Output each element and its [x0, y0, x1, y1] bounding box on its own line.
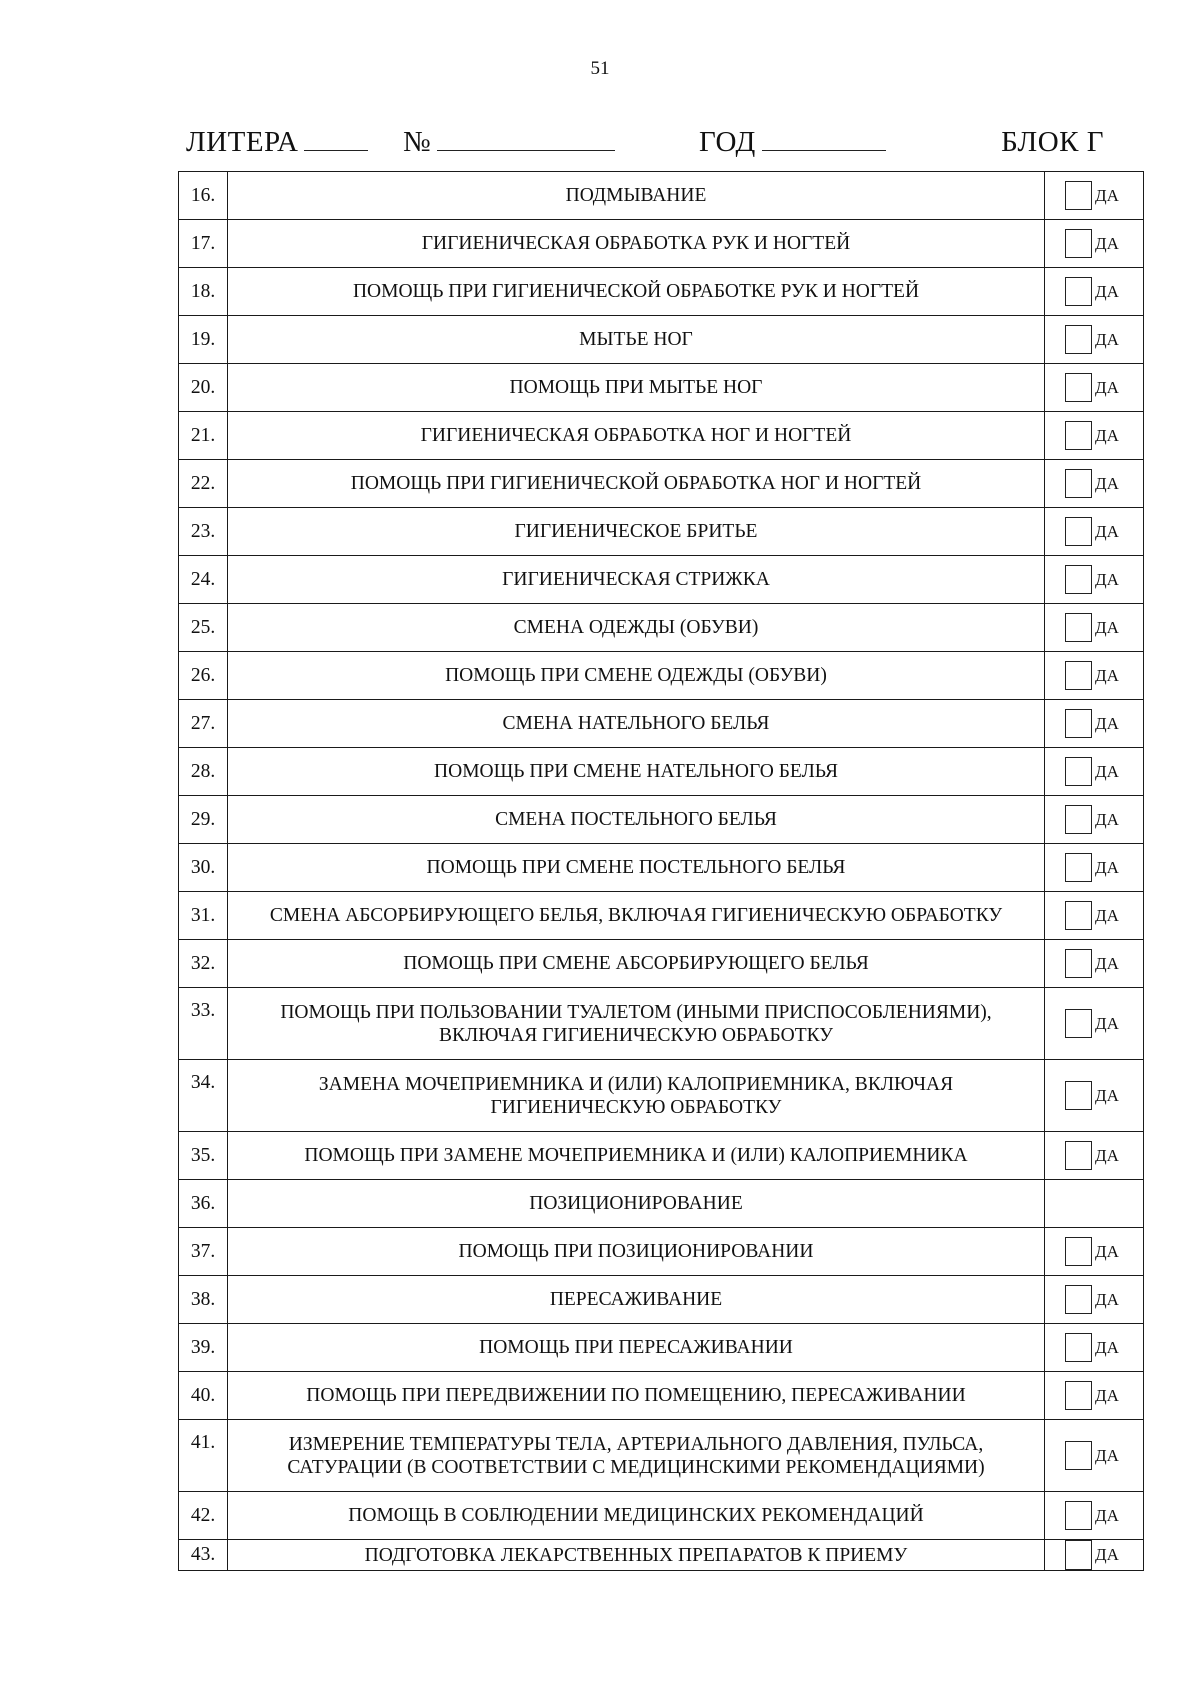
- yes-option: [1045, 229, 1143, 258]
- row-answer-cell: [1045, 268, 1144, 316]
- row-answer-cell: [1045, 1372, 1144, 1420]
- row-number: 42.: [179, 1492, 228, 1540]
- yes-option: [1045, 1381, 1143, 1410]
- yes-label: ДА: [1095, 329, 1119, 349]
- yes-option: [1045, 901, 1143, 930]
- table-row: [179, 1132, 1144, 1180]
- yes-label: ДА: [1095, 1445, 1119, 1465]
- table-row: [179, 1492, 1144, 1540]
- row-number: 22.: [179, 460, 228, 508]
- yes-label: ДА: [1095, 233, 1119, 253]
- table-row: [179, 508, 1144, 556]
- table-row: [179, 1420, 1144, 1492]
- yes-option: [1045, 613, 1143, 642]
- yes-option: [1045, 1081, 1143, 1110]
- yes-label: ДА: [1095, 665, 1119, 685]
- row-number: 39.: [179, 1324, 228, 1372]
- yes-checkbox[interactable]: [1065, 901, 1092, 930]
- yes-option: [1045, 1333, 1143, 1362]
- table-row: [179, 556, 1144, 604]
- yes-checkbox[interactable]: [1065, 661, 1092, 690]
- table-row: [179, 172, 1144, 220]
- yes-label: ДА: [1095, 569, 1119, 589]
- row-description: ГИГИЕНИЧЕСКАЯ СТРИЖКА: [228, 556, 1045, 604]
- yes-checkbox[interactable]: [1065, 1009, 1092, 1038]
- yes-option: [1045, 1237, 1143, 1266]
- yes-checkbox[interactable]: [1065, 325, 1092, 354]
- row-answer-cell: [1045, 364, 1144, 412]
- row-number: 29.: [179, 796, 228, 844]
- table-row: [179, 748, 1144, 796]
- row-description: ПОМОЩЬ ПРИ ПЕРЕДВИЖЕНИИ ПО ПОМЕЩЕНИЮ, ПЕРЕСАЖИВАНИИ: [228, 1372, 1045, 1420]
- yes-option: [1045, 1141, 1143, 1170]
- yes-checkbox[interactable]: [1065, 565, 1092, 594]
- yes-checkbox[interactable]: [1065, 181, 1092, 210]
- number-field: [403, 126, 615, 159]
- row-answer-cell: [1045, 988, 1144, 1060]
- row-description: ГИГИЕНИЧЕСКАЯ ОБРАБОТКА НОГ И НОГТЕЙ: [228, 412, 1045, 460]
- row-answer-cell: [1045, 1228, 1144, 1276]
- row-number: 24.: [179, 556, 228, 604]
- row-answer-cell: [1045, 748, 1144, 796]
- yes-option: [1045, 709, 1143, 738]
- row-answer-cell: [1045, 1060, 1144, 1132]
- table-row: [179, 796, 1144, 844]
- row-answer-cell: [1045, 700, 1144, 748]
- yes-option: [1045, 1009, 1143, 1038]
- form-table-body: [179, 172, 1144, 1571]
- yes-checkbox[interactable]: [1065, 709, 1092, 738]
- row-number: 25.: [179, 604, 228, 652]
- row-number: 20.: [179, 364, 228, 412]
- yes-checkbox[interactable]: [1065, 757, 1092, 786]
- row-description: ПОДГОТОВКА ЛЕКАРСТВЕННЫХ ПРЕПАРАТОВ К ПРИЕМУ: [228, 1540, 1045, 1571]
- yes-checkbox[interactable]: [1065, 1285, 1092, 1314]
- table-row: [179, 1228, 1144, 1276]
- yes-label: ДА: [1095, 1385, 1119, 1405]
- yes-label: ДА: [1095, 713, 1119, 733]
- yes-checkbox[interactable]: [1065, 517, 1092, 546]
- row-answer-cell: [1045, 412, 1144, 460]
- yes-option: [1045, 1501, 1143, 1530]
- yes-label: ДА: [1095, 281, 1119, 301]
- yes-checkbox[interactable]: [1065, 1141, 1092, 1170]
- table-row: [179, 604, 1144, 652]
- row-description: ПОМОЩЬ ПРИ ПЕРЕСАЖИВАНИИ: [228, 1324, 1045, 1372]
- table-row: [179, 268, 1144, 316]
- row-answer-cell: [1045, 1324, 1144, 1372]
- yes-label: ДА: [1095, 185, 1119, 205]
- table-row: [179, 1324, 1144, 1372]
- row-description: ЗАМЕНА МОЧЕПРИЕМНИКА И (ИЛИ) КАЛОПРИЕМНИКА, ВКЛЮЧАЯ ГИГИЕНИЧЕСКУЮ ОБРАБОТКУ: [228, 1060, 1045, 1132]
- yes-checkbox[interactable]: [1065, 613, 1092, 642]
- row-answer-cell: [1045, 1276, 1144, 1324]
- yes-option: [1045, 1540, 1143, 1570]
- table-row: [179, 364, 1144, 412]
- yes-checkbox[interactable]: [1065, 805, 1092, 834]
- row-description: ГИГИЕНИЧЕСКАЯ ОБРАБОТКА РУК И НОГТЕЙ: [228, 220, 1045, 268]
- row-answer-cell: [1045, 1420, 1144, 1492]
- yes-option: [1045, 805, 1143, 834]
- row-answer-cell: [1045, 604, 1144, 652]
- row-answer-cell: [1045, 652, 1144, 700]
- yes-label: ДА: [1095, 857, 1119, 877]
- row-answer-cell: [1045, 172, 1144, 220]
- row-number: 31.: [179, 892, 228, 940]
- yes-checkbox[interactable]: [1065, 1237, 1092, 1266]
- block-label: БЛОК Г: [1001, 126, 1104, 158]
- row-description: ПОМОЩЬ ПРИ ПОЛЬЗОВАНИИ ТУАЛЕТОМ (ИНЫМИ ПРИСПОСОБЛЕНИЯМИ), ВКЛЮЧАЯ ГИГИЕНИЧЕСКУЮ ОБРАБОТКУ: [228, 988, 1045, 1060]
- row-description: ПОМОЩЬ ПРИ СМЕНЕ АБСОРБИРУЮЩЕГО БЕЛЬЯ: [228, 940, 1045, 988]
- row-number: 26.: [179, 652, 228, 700]
- yes-label: ДА: [1095, 809, 1119, 829]
- row-description: ПОМОЩЬ ПРИ ГИГИЕНИЧЕСКОЙ ОБРАБОТКЕ РУК И НОГТЕЙ: [228, 268, 1045, 316]
- yes-label: ДА: [1095, 1241, 1119, 1261]
- table-row: [179, 460, 1144, 508]
- row-answer-cell: [1045, 316, 1144, 364]
- yes-checkbox[interactable]: [1065, 1441, 1092, 1470]
- row-description: ПОМОЩЬ ПРИ СМЕНЕ ПОСТЕЛЬНОГО БЕЛЬЯ: [228, 844, 1045, 892]
- row-description: СМЕНА АБСОРБИРУЮЩЕГО БЕЛЬЯ, ВКЛЮЧАЯ ГИГИЕНИЧЕСКУЮ ОБРАБОТКУ: [228, 892, 1045, 940]
- row-number: 27.: [179, 700, 228, 748]
- row-answer-cell: [1045, 796, 1144, 844]
- table-row: [179, 652, 1144, 700]
- yes-label: ДА: [1095, 1545, 1119, 1564]
- yes-checkbox[interactable]: [1065, 1081, 1092, 1110]
- yes-label: ДА: [1095, 1013, 1119, 1033]
- table-row: [179, 700, 1144, 748]
- yes-label: ДА: [1095, 1085, 1119, 1105]
- row-answer-cell: [1045, 556, 1144, 604]
- row-description: ПОМОЩЬ ПРИ ПОЗИЦИОНИРОВАНИИ: [228, 1228, 1045, 1276]
- row-description: ПОМОЩЬ ПРИ ЗАМЕНЕ МОЧЕПРИЕМНИКА И (ИЛИ) КАЛОПРИЕМНИКА: [228, 1132, 1045, 1180]
- yes-label: ДА: [1095, 425, 1119, 445]
- yes-checkbox[interactable]: [1065, 373, 1092, 402]
- table-row: [179, 1372, 1144, 1420]
- year-blank-line[interactable]: [762, 149, 886, 151]
- yes-label: ДА: [1095, 521, 1119, 541]
- row-description: ПОДМЫВАНИЕ: [228, 172, 1045, 220]
- row-description: ПОМОЩЬ ПРИ МЫТЬЕ НОГ: [228, 364, 1045, 412]
- row-description: ПОМОЩЬ ПРИ СМЕНЕ ОДЕЖДЫ (ОБУВИ): [228, 652, 1045, 700]
- row-number: 38.: [179, 1276, 228, 1324]
- row-number: 35.: [179, 1132, 228, 1180]
- yes-checkbox[interactable]: [1065, 853, 1092, 882]
- yes-option: [1045, 421, 1143, 450]
- yes-label: ДА: [1095, 761, 1119, 781]
- row-number: 36.: [179, 1180, 228, 1228]
- row-number: 28.: [179, 748, 228, 796]
- row-answer-cell: [1045, 220, 1144, 268]
- table-row: [179, 220, 1144, 268]
- yes-checkbox[interactable]: [1065, 1540, 1092, 1570]
- yes-option: [1045, 661, 1143, 690]
- table-row: [179, 412, 1144, 460]
- yes-option: [1045, 1285, 1143, 1314]
- yes-checkbox[interactable]: [1065, 1501, 1092, 1530]
- litera-field: [186, 126, 368, 159]
- litera-blank-line[interactable]: [304, 149, 368, 151]
- yes-label: ДА: [1095, 1145, 1119, 1165]
- row-answer-cell: [1045, 1132, 1144, 1180]
- yes-label: ДА: [1095, 473, 1119, 493]
- yes-checkbox[interactable]: [1065, 1333, 1092, 1362]
- yes-option: [1045, 277, 1143, 306]
- yes-option: [1045, 469, 1143, 498]
- row-number: 17.: [179, 220, 228, 268]
- row-number: 23.: [179, 508, 228, 556]
- yes-option: [1045, 373, 1143, 402]
- yes-option: [1045, 949, 1143, 978]
- row-description: ПОМОЩЬ ПРИ СМЕНЕ НАТЕЛЬНОГО БЕЛЬЯ: [228, 748, 1045, 796]
- row-number: 43.: [179, 1540, 228, 1571]
- yes-label: ДА: [1095, 1505, 1119, 1525]
- row-answer-cell: [1045, 508, 1144, 556]
- row-number: 33.: [179, 988, 228, 1060]
- row-description: МЫТЬЕ НОГ: [228, 316, 1045, 364]
- yes-checkbox[interactable]: [1065, 229, 1092, 258]
- row-description: СМЕНА ОДЕЖДЫ (ОБУВИ): [228, 604, 1045, 652]
- number-blank-line[interactable]: [437, 149, 615, 151]
- row-number: 40.: [179, 1372, 228, 1420]
- form-header: [186, 126, 1104, 160]
- row-answer-cell: [1045, 1540, 1144, 1571]
- yes-label: ДА: [1095, 1289, 1119, 1309]
- yes-label: ДА: [1095, 905, 1119, 925]
- yes-label: ДА: [1095, 617, 1119, 637]
- yes-checkbox[interactable]: [1065, 469, 1092, 498]
- litera-label: ЛИТЕРА: [186, 126, 299, 158]
- yes-label: ДА: [1095, 953, 1119, 973]
- year-label: ГОД: [699, 126, 756, 158]
- row-answer-cell: [1045, 844, 1144, 892]
- form-table: [178, 171, 1144, 1571]
- yes-option: [1045, 565, 1143, 594]
- yes-label: ДА: [1095, 377, 1119, 397]
- page-number: 51: [590, 58, 610, 79]
- row-description: СМЕНА НАТЕЛЬНОГО БЕЛЬЯ: [228, 700, 1045, 748]
- row-number: 37.: [179, 1228, 228, 1276]
- yes-option: [1045, 325, 1143, 354]
- yes-label: ДА: [1095, 1337, 1119, 1357]
- yes-checkbox[interactable]: [1065, 949, 1092, 978]
- row-description: СМЕНА ПОСТЕЛЬНОГО БЕЛЬЯ: [228, 796, 1045, 844]
- row-description: ПОМОЩЬ В СОБЛЮДЕНИИ МЕДИЦИНСКИХ РЕКОМЕНДАЦИЙ: [228, 1492, 1045, 1540]
- row-description: ИЗМЕРЕНИЕ ТЕМПЕРАТУРЫ ТЕЛА, АРТЕРИАЛЬНОГО ДАВЛЕНИЯ, ПУЛЬСА, САТУРАЦИИ (В СООТВЕТСТВИИ С МЕДИЦИНСКИМИ РЕКОМЕНДАЦИЯМИ): [228, 1420, 1045, 1492]
- row-description: ГИГИЕНИЧЕСКОЕ БРИТЬЕ: [228, 508, 1045, 556]
- row-answer-cell: [1045, 460, 1144, 508]
- row-answer-cell: [1045, 940, 1144, 988]
- yes-checkbox[interactable]: [1065, 277, 1092, 306]
- table-row: [179, 940, 1144, 988]
- row-answer-cell: [1045, 1492, 1144, 1540]
- row-number: 16.: [179, 172, 228, 220]
- table-row: [179, 1276, 1144, 1324]
- row-number: 19.: [179, 316, 228, 364]
- yes-checkbox[interactable]: [1065, 421, 1092, 450]
- yes-option: [1045, 1441, 1143, 1470]
- table-row: [179, 1540, 1144, 1571]
- yes-option: [1045, 853, 1143, 882]
- row-number: 32.: [179, 940, 228, 988]
- row-answer-cell: [1045, 892, 1144, 940]
- number-label: №: [403, 126, 432, 158]
- row-number: 18.: [179, 268, 228, 316]
- year-field: [699, 126, 886, 159]
- row-number: 30.: [179, 844, 228, 892]
- yes-option: [1045, 757, 1143, 786]
- yes-option: [1045, 181, 1143, 210]
- table-row: [179, 316, 1144, 364]
- table-row: [179, 1180, 1144, 1228]
- row-number: 21.: [179, 412, 228, 460]
- table-row: [179, 844, 1144, 892]
- row-description: ПЕРЕСАЖИВАНИЕ: [228, 1276, 1045, 1324]
- row-description: ПОМОЩЬ ПРИ ГИГИЕНИЧЕСКОЙ ОБРАБОТКА НОГ И НОГТЕЙ: [228, 460, 1045, 508]
- table-row: [179, 988, 1144, 1060]
- yes-option: [1045, 517, 1143, 546]
- yes-checkbox[interactable]: [1065, 1381, 1092, 1410]
- table-row: [179, 1060, 1144, 1132]
- row-number: 34.: [179, 1060, 228, 1132]
- row-description: ПОЗИЦИОНИРОВАНИЕ: [228, 1180, 1045, 1228]
- row-number: 41.: [179, 1420, 228, 1492]
- row-answer-cell: [1045, 1180, 1144, 1228]
- table-row: [179, 892, 1144, 940]
